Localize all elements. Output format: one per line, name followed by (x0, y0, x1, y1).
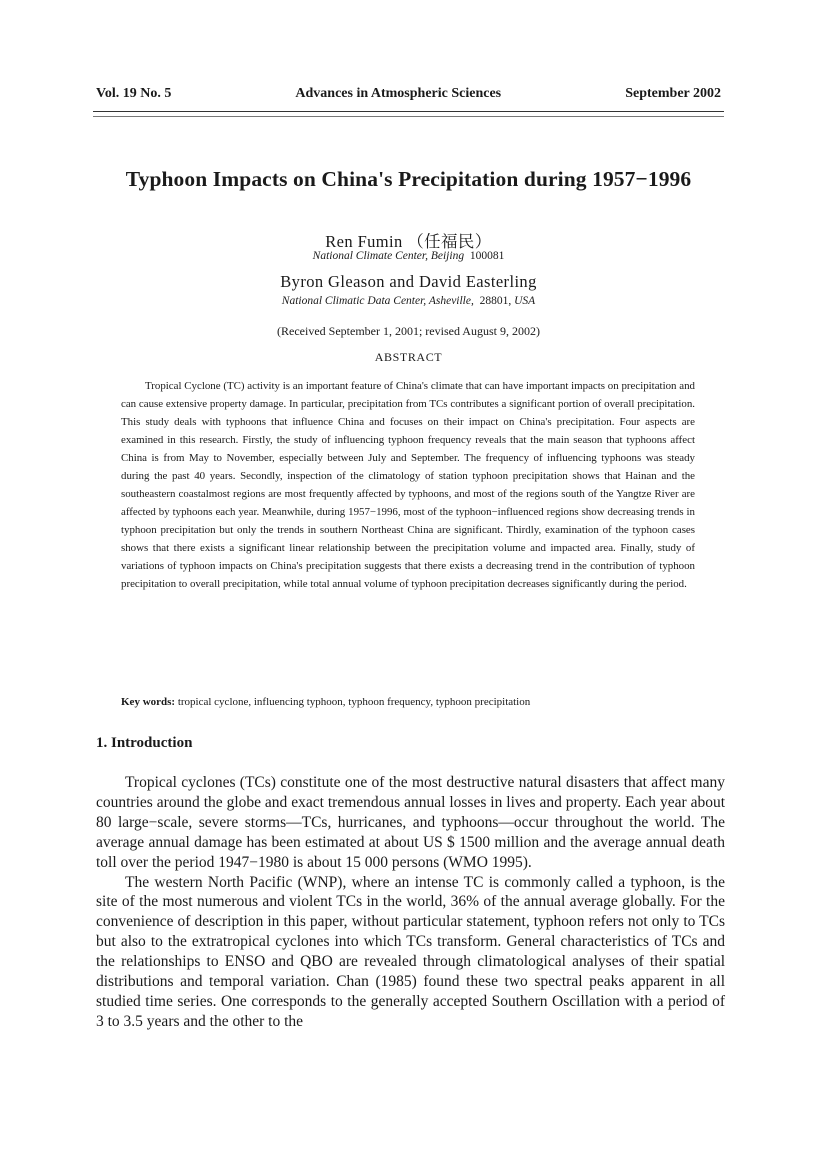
paragraph: The western North Pacific (WNP), where an intense TC is commonly called a typhoon, is the site of the most numerous and violent TCs in the world, 36% of the annual average globally. For the convenience of description in this paper, without particular statement, typhoon refers not only to TCs but also to the extratropical cyclones into which TCs transform. General characteristics of TCs and the relationships to ENSO and QBO are revealed through climatological analyses of their spatial distributions and temporal variation. Chan (1985) found these two spectral peaks apparent in all studied time series. One corresponds to the generally accepted Southern Oscillation with a period of 3 to 3.5 years and the other to the (96, 873, 725, 1030)
issue-date: September 2002 (625, 86, 721, 101)
journal-name: Advances in Atmospheric Sciences (295, 86, 502, 101)
paragraph: Tropical cyclones (TCs) constitute one of the most destructive natural disasters that affect many countries around the globe and exact tremendous annual losses in lives and property. Each year about 80 large−scale, severe storms—TCs, hurricanes, and typhoons—occur throughout the world. The average annual damage has been estimated at about US $ 1500 million and the average annual death toll over the period 1947−1980 is about 15 000 persons (WMO 1995). (96, 774, 725, 871)
keywords (121, 696, 695, 708)
keywords-label: Key words: (121, 696, 176, 708)
received-dates: (Received September 1, 2001; revised August 9, 2002) (277, 324, 540, 338)
abstract-text: Tropical Cyclone (TC) activity is an important feature of China's climate that can have important impacts on precipitation and can cause extensive property damage. In particular, precipitation from TCs contributes a significant portion of overall precipitation. This study deals with typhoons that influence China and focuses on their impact on China's precipitation. Four aspects are examined in this research. Firstly, the study of influencing typhoon frequency reveals that the main season that typhoons affect China is from May to November, especially between July and September. The frequency of influencing typhoons was steady during the past 40 years. Secondly, inspection of the climatology of station typhoon precipitation shows that Hainan and the southeastern coastalmost regions are most frequently affected by typhoons, and most of the regions south of the Yangtze River are affected by typhoons each year. Meanwhile, during 1957−1996, most of the typhoon−influenced regions show decreasing trends in typhoon precipitation but only the trends in southern Northeast China are significant. Thirdly, examination of the typhoon cases shows that there exists a significant linear relationship between the precipitation volume and impacted area. Finally, study of variations of typhoon impacts on China's precipitation suggests that there exists a decreasing trend in the contribution of typhoon precipitation to overall precipitation, while total annual volume of typhoon precipitation decreases significantly during the period. (121, 380, 695, 590)
author-1-name: Ren Fumin （任福民） (325, 232, 492, 251)
header-rule-thick (93, 111, 724, 112)
affiliation-1-postcode: 100081 (469, 250, 505, 262)
header-rule-thin (93, 116, 724, 117)
introduction-body (96, 773, 725, 1032)
author-2-names: Byron Gleason and David Easterling (280, 272, 537, 291)
affiliation-1-institution: National Climate Center, Beijing (312, 250, 465, 262)
author-2-affiliation (0, 295, 817, 307)
affiliation-2-postcode: 28801, (479, 295, 512, 307)
affiliation-2-institution: National Climatic Data Center, Asheville, (281, 295, 474, 307)
author-1-affiliation (0, 250, 817, 262)
paper-title: Typhoon Impacts on China's Precipitation during 1957−1996 (125, 167, 692, 191)
volume-issue: Vol. 19 No. 5 (96, 86, 172, 101)
abstract-heading: ABSTRACT (374, 350, 443, 364)
section-heading-introduction: 1. Introduction (96, 735, 193, 751)
keywords-list: tropical cyclone, influencing typhoon, typhoon frequency, typhoon precipitation (177, 696, 531, 708)
running-head (96, 86, 721, 102)
affiliation-2-country: USA (514, 295, 536, 307)
